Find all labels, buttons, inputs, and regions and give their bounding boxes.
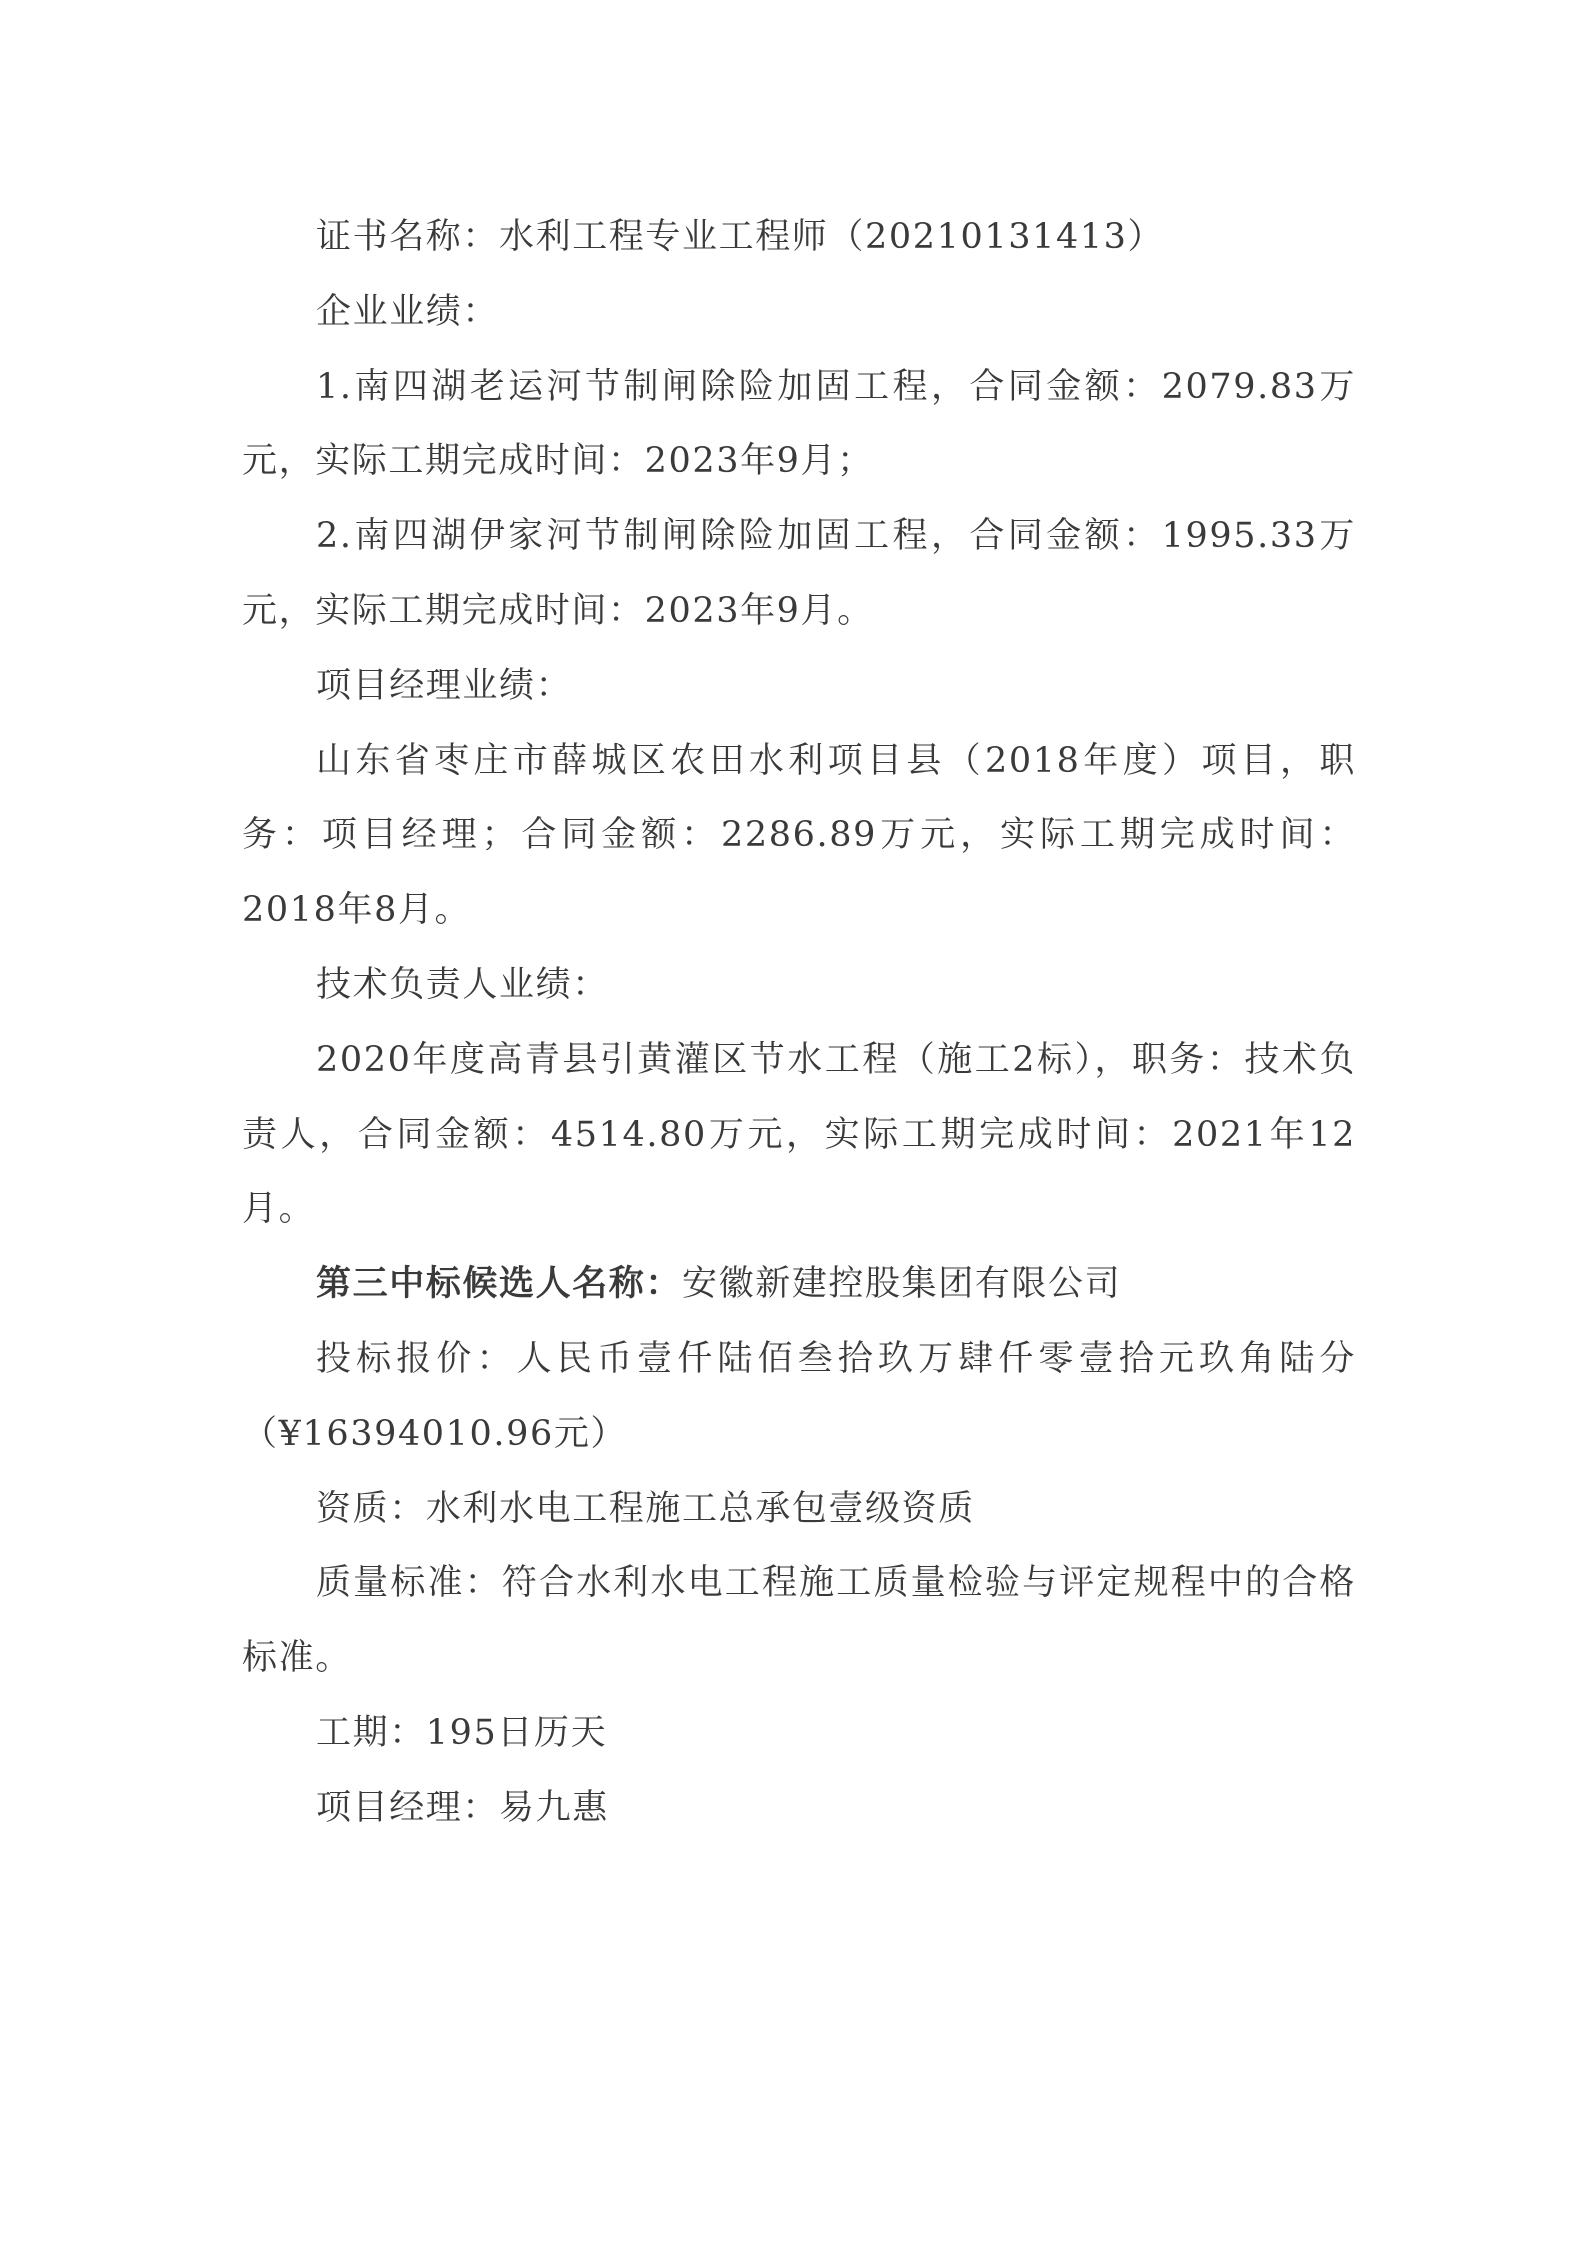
certificate-paragraph: 证书名称：水利工程专业工程师（20210131413） (316, 217, 1165, 257)
pm-performance-paragraph: 山东省枣庄市薛城区农田水利项目县（2018年度）项目，职务：项目经理；合同金额：2286.89万元，实际工期完成时间：2018年8月。 (242, 740, 1356, 931)
third-candidate-paragraph (242, 1247, 1356, 1322)
qualification-paragraph: 资质：水利水电工程施工总承包壹级资质 (316, 1488, 975, 1529)
bid-price-paragraph: 投标报价：人民币壹仟陆佰叁拾玖万肆仟零壹拾元玖角陆分（¥16394010.96元） (242, 1338, 1356, 1454)
company-performance-item-1: 1.南四湖老运河节制闸除险加固工程，合同金额：2079.83万元，实际工期完成时间：2023年9月； (242, 366, 1356, 482)
tech-performance-heading: 技术负责人业绩： (316, 964, 609, 1005)
project-manager-paragraph: 项目经理：易九惠 (316, 1787, 609, 1828)
quality-standard-paragraph: 质量标准：符合水利水电工程施工质量检验与评定规程中的合格标准。 (242, 1563, 1356, 1679)
tech-performance-paragraph: 2020年度高青县引黄灌区节水工程（施工2标），职务：技术负责人，合同金额：4514.80万元，实际工期完成时间：2021年12月。 (242, 1039, 1356, 1230)
document-body (242, 200, 1356, 1846)
third-candidate-label: 第三中标候选人名称： (316, 1263, 683, 1305)
third-candidate-name: 安徽新建控股集团有限公司 (682, 1264, 1122, 1305)
company-performance-heading: 企业业绩： (316, 291, 500, 332)
company-performance-item-2: 2.南四湖伊家河节制闸除险加固工程，合同金额：1995.33万元，实际工期完成时间：2023年9月。 (242, 516, 1356, 631)
pm-performance-heading: 项目经理业绩： (316, 665, 573, 706)
duration-paragraph: 工期：195日历天 (316, 1712, 608, 1753)
